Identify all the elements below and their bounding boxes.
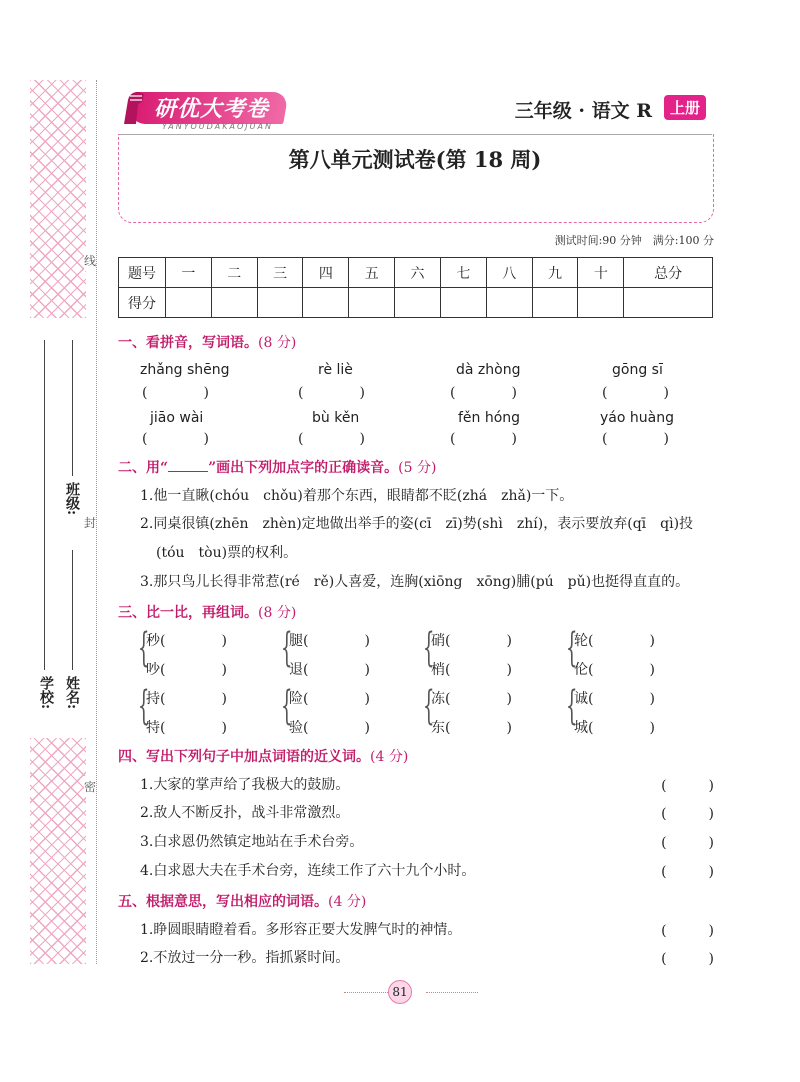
score-cell[interactable] [166,288,212,318]
answer-blank[interactable]: ( ) [661,806,714,822]
question-2-3[interactable]: 3.那只鸟儿长得非常惹(ré rě)人喜爱，连胸(xiōng xōng)脯(pú pǔ)也挺得直直的。 [140,574,690,590]
score-table-header-row [119,258,713,288]
volume-badge: 上册 [664,95,706,120]
score-cell[interactable] [211,288,257,318]
page-title: 第八单元测试卷(第 18 周) [288,147,542,172]
section-2-title [118,457,436,477]
score-cell[interactable] [349,288,395,318]
score-header-cell: 二 [211,258,257,288]
question-4-1: 1.大家的掌声给了我极大的鼓励。 [140,777,350,793]
answer-blank[interactable]: ( ) [661,951,714,967]
compare-item[interactable]: 特( ) [146,720,227,736]
brace-icon: { [281,625,293,671]
page-number-value: 81 [388,980,412,1004]
logo-subtitle: YANYOUDAKAOJUAN [162,122,273,131]
compare-item[interactable]: 秒( ) [146,633,227,649]
score-row-label: 得分 [119,288,166,318]
score-table-row [119,288,713,318]
question-2-2b[interactable]: (tóu tòu)票的权利。 [156,545,298,561]
answer-blank[interactable]: ( ) [602,385,669,401]
answer-blank[interactable]: ( ) [450,431,517,447]
answer-blank[interactable]: ( ) [298,385,365,401]
section-1-heading: 一、看拼音，写词语。 [118,335,258,351]
compare-item[interactable]: 诚( ) [574,691,655,707]
score-header-cell: 七 [440,258,486,288]
score-header-cell: 六 [395,258,441,288]
binding-label-secret: 密 [84,776,96,797]
school-field-line[interactable] [44,340,45,670]
answer-blank[interactable]: ( ) [661,923,714,939]
compare-item[interactable]: 轮( ) [574,633,655,649]
fist-icon [118,86,148,126]
section-4-title [118,746,408,766]
class-field-line[interactable] [72,340,73,476]
score-cell[interactable] [486,288,532,318]
score-header-cell: 一 [166,258,212,288]
score-cell[interactable] [303,288,349,318]
brace-icon: { [566,625,578,671]
section-1-title [118,332,296,352]
score-cell[interactable] [395,288,441,318]
pinyin-prompt: gōng sī [612,362,663,378]
answer-blank[interactable]: ( ) [602,431,669,447]
question-5-1: 1.睁圆眼睛瞪着看。多形容正要大发脾气时的神情。 [140,922,462,938]
score-header-cell: 五 [349,258,395,288]
binding-label-seal: 封 [84,512,96,533]
answer-blank[interactable]: ( ) [661,864,714,880]
score-header-cell: 十 [578,258,624,288]
binding-pattern-top [30,80,86,318]
binding-dotted-line [96,80,97,964]
answer-blank[interactable]: ( ) [298,431,365,447]
score-header-cell: 九 [532,258,578,288]
page-number [0,980,800,1004]
pinyin-prompt: fěn hóng [458,410,521,426]
brand-logo [118,86,288,134]
binding-label-line: 线 [84,250,96,271]
question-2-2a[interactable]: 2.同桌很镇(zhēn zhèn)定地做出举手的姿(cī zī)势(shì zhí)，表示要放弃(qī qì)投 [140,516,694,532]
section-4-heading: 四、写出下列句子中加点词语的近义词。 [118,749,370,765]
score-header-cell: 总分 [624,258,713,288]
score-header-cell: 四 [303,258,349,288]
compare-item[interactable]: 验( ) [289,720,370,736]
score-header-cell: 题号 [119,258,166,288]
pinyin-prompt: dà zhòng [456,362,521,378]
brace-icon: { [138,625,150,671]
compare-item[interactable]: 险( ) [289,691,370,707]
name-field-line[interactable] [72,550,73,670]
compare-item[interactable]: 退( ) [289,662,370,678]
school-label: 学校: [38,676,54,710]
section-3-title [118,602,296,622]
compare-item[interactable]: 城( ) [574,720,655,736]
compare-item[interactable]: 吵( ) [146,662,227,678]
answer-blank[interactable]: ( ) [661,778,714,794]
brace-icon: { [138,683,150,729]
brace-icon: { [281,683,293,729]
answer-blank[interactable]: ( ) [450,385,517,401]
question-4-4: 4.白求恩大夫在手术台旁，连续工作了六十九个小时。 [140,863,476,879]
name-label: 姓名: [64,676,80,710]
class-label: 班级: [64,482,80,516]
answer-blank[interactable]: ( ) [661,835,714,851]
answer-blank[interactable]: ( ) [142,385,209,401]
section-3-points: (8 分) [258,605,297,621]
section-5-title [118,891,366,911]
compare-item[interactable]: 梢( ) [431,662,512,678]
score-table [118,257,713,318]
score-cell[interactable] [532,288,578,318]
grade-subject: 三年级 · 语文 R [514,100,652,122]
pinyin-prompt: bù kěn [312,410,360,426]
score-cell[interactable] [578,288,624,318]
compare-item[interactable]: 东( ) [431,720,512,736]
brace-icon: { [423,683,435,729]
binding-pattern-bottom [30,738,86,964]
compare-item[interactable]: 冻( ) [431,691,512,707]
pinyin-prompt: rè liè [318,362,353,378]
exam-meta: 测试时间:90 分钟 满分:100 分 [554,234,714,247]
pinyin-prompt: jiāo wài [150,410,204,426]
section-5-points: (4 分) [328,894,367,910]
question-4-3: 3.白求恩仍然镇定地站在手术台旁。 [140,834,364,850]
compare-item[interactable]: 持( ) [146,691,227,707]
question-2-1[interactable]: 1.他一直瞅(chóu chǒu)着那个东西，眼睛都不眨(zhá zhǎ)一下。 [140,488,574,504]
answer-blank[interactable]: ( ) [142,431,209,447]
score-header-cell: 三 [257,258,303,288]
brace-icon: { [423,625,435,671]
section-1-points: (8 分) [258,335,297,351]
question-5-2: 2.不放过一分一秒。指抓紧时间。 [140,950,350,966]
section-4-points: (4 分) [370,749,409,765]
brace-icon: { [566,683,578,729]
score-cell[interactable] [257,288,303,318]
section-2-heading-a: 二、用“ [118,460,169,476]
section-2-points: (5 分) [398,460,437,476]
score-cell[interactable] [440,288,486,318]
question-4-2: 2.敌人不断反扑，战斗非常激烈。 [140,805,350,821]
section-2-heading-b: ”画出下列加点字的正确读音。 [208,460,399,476]
underline-sample [168,459,208,472]
score-header-cell: 八 [486,258,532,288]
score-cell[interactable] [624,288,713,318]
compare-item[interactable]: 硝( ) [431,633,512,649]
section-3-heading: 三、比一比，再组词。 [118,605,258,621]
compare-item[interactable]: 伦( ) [574,662,655,678]
section-5-heading: 五、根据意思，写出相应的词语。 [118,894,328,910]
compare-item[interactable]: 腿( ) [289,633,370,649]
pinyin-prompt: yáo huàng [600,410,674,426]
logo-text: 研优大考卷 [154,97,270,122]
pinyin-prompt: zhǎng shēng [140,362,230,378]
